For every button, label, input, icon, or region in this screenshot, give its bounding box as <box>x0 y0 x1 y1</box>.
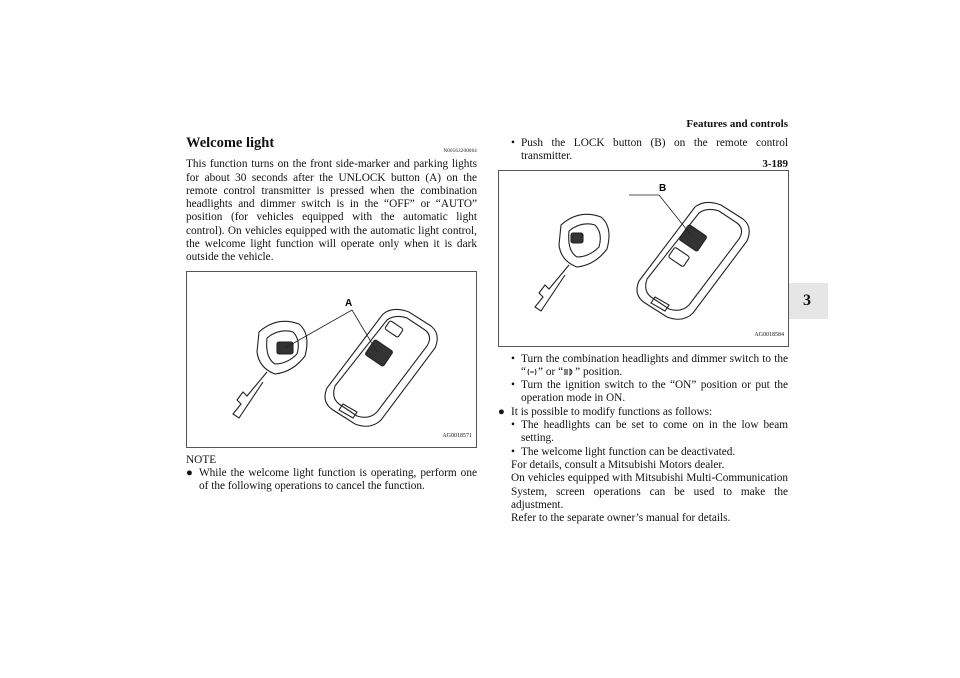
section-heading-row <box>186 137 477 158</box>
key-fob-illustration <box>187 272 476 447</box>
parking-light-symbol-icon <box>526 368 538 376</box>
list-item-low-beam <box>498 419 788 446</box>
note-bullet-text: While the welcome light function is operating, perform one of the following operations to cancel the function. <box>199 466 477 493</box>
list-item-text <box>521 353 788 380</box>
chapter-tab <box>786 283 828 319</box>
bullet-icon: ● <box>186 466 193 479</box>
switch-text-b: ” or “ <box>538 365 564 378</box>
modify-bullet <box>498 406 788 419</box>
page-number: 3-189 <box>762 158 788 170</box>
section-title: Welcome light <box>186 137 275 151</box>
chapter-number: 3 <box>803 292 811 309</box>
switch-text-a: Turn the combination headlights and dimmer switch to the “ <box>521 352 788 378</box>
list-item-deactivate <box>498 446 788 459</box>
headlight-symbol-icon <box>563 368 575 376</box>
mmcs-paragraph: On vehicles equipped with Mitsubishi Multi-Communication System, screen operations can be used to make the adjustment. <box>511 472 788 511</box>
figure-code: AG0018584 <box>754 332 784 339</box>
list-item-text: Push the LOCK button (B) on the remote control transmitter. <box>521 137 788 163</box>
sub-bullet-icon: • <box>511 419 515 432</box>
sub-bullet-icon: • <box>511 445 515 458</box>
figure-code: AG0018571 <box>442 433 472 440</box>
note-label: NOTE <box>186 453 217 466</box>
note-bullet <box>186 467 477 494</box>
sub-bullet-icon: • <box>511 137 515 149</box>
list-item-text: The welcome light function can be deactivated. <box>521 445 736 458</box>
figure-callout-a: A <box>345 297 353 309</box>
key-fob-lock-illustration <box>499 171 788 346</box>
list-item-text: Turn the ignition switch to the “ON” position or put the operation mode in ON. <box>521 379 788 405</box>
sub-bullet-icon: • <box>511 352 515 365</box>
figure-key-lock <box>498 170 789 347</box>
left-column <box>186 137 477 494</box>
list-item-lock <box>498 137 788 164</box>
owners-manual-paragraph: Refer to the separate owner’s manual for details. <box>511 512 731 525</box>
switch-text-c: ” position. <box>575 365 623 378</box>
bullet-icon: ● <box>498 405 505 418</box>
figure-callout-b: B <box>659 182 667 194</box>
figure-key-unlock <box>186 271 477 448</box>
reference-code: N00563200064 <box>443 149 477 154</box>
sub-bullet-icon: • <box>511 379 515 392</box>
intro-paragraph: This function turns on the front side-marker and parking lights for about 30 seconds after the UNLOCK button (A) on the remote control transmitter is pressed when the combination headlights and dimmer switch is in the “OFF” or “AUTO” position (for vehicles equipped with the automatic light control). On vehicles equipped with the automatic light control, the welcome light function will operate only when it is dark outside the vehicle. <box>186 158 477 264</box>
right-column <box>498 137 788 525</box>
list-item-headlight-switch <box>498 353 788 380</box>
modify-bullet-text: It is possible to modify functions as follows: <box>511 405 713 418</box>
running-header: Features and controls <box>686 118 788 130</box>
list-item-ignition <box>498 379 788 406</box>
list-item-text: The headlights can be set to come on in the low beam setting. <box>521 419 788 445</box>
dealer-paragraph: For details, consult a Mitsubishi Motors dealer. <box>511 458 725 471</box>
